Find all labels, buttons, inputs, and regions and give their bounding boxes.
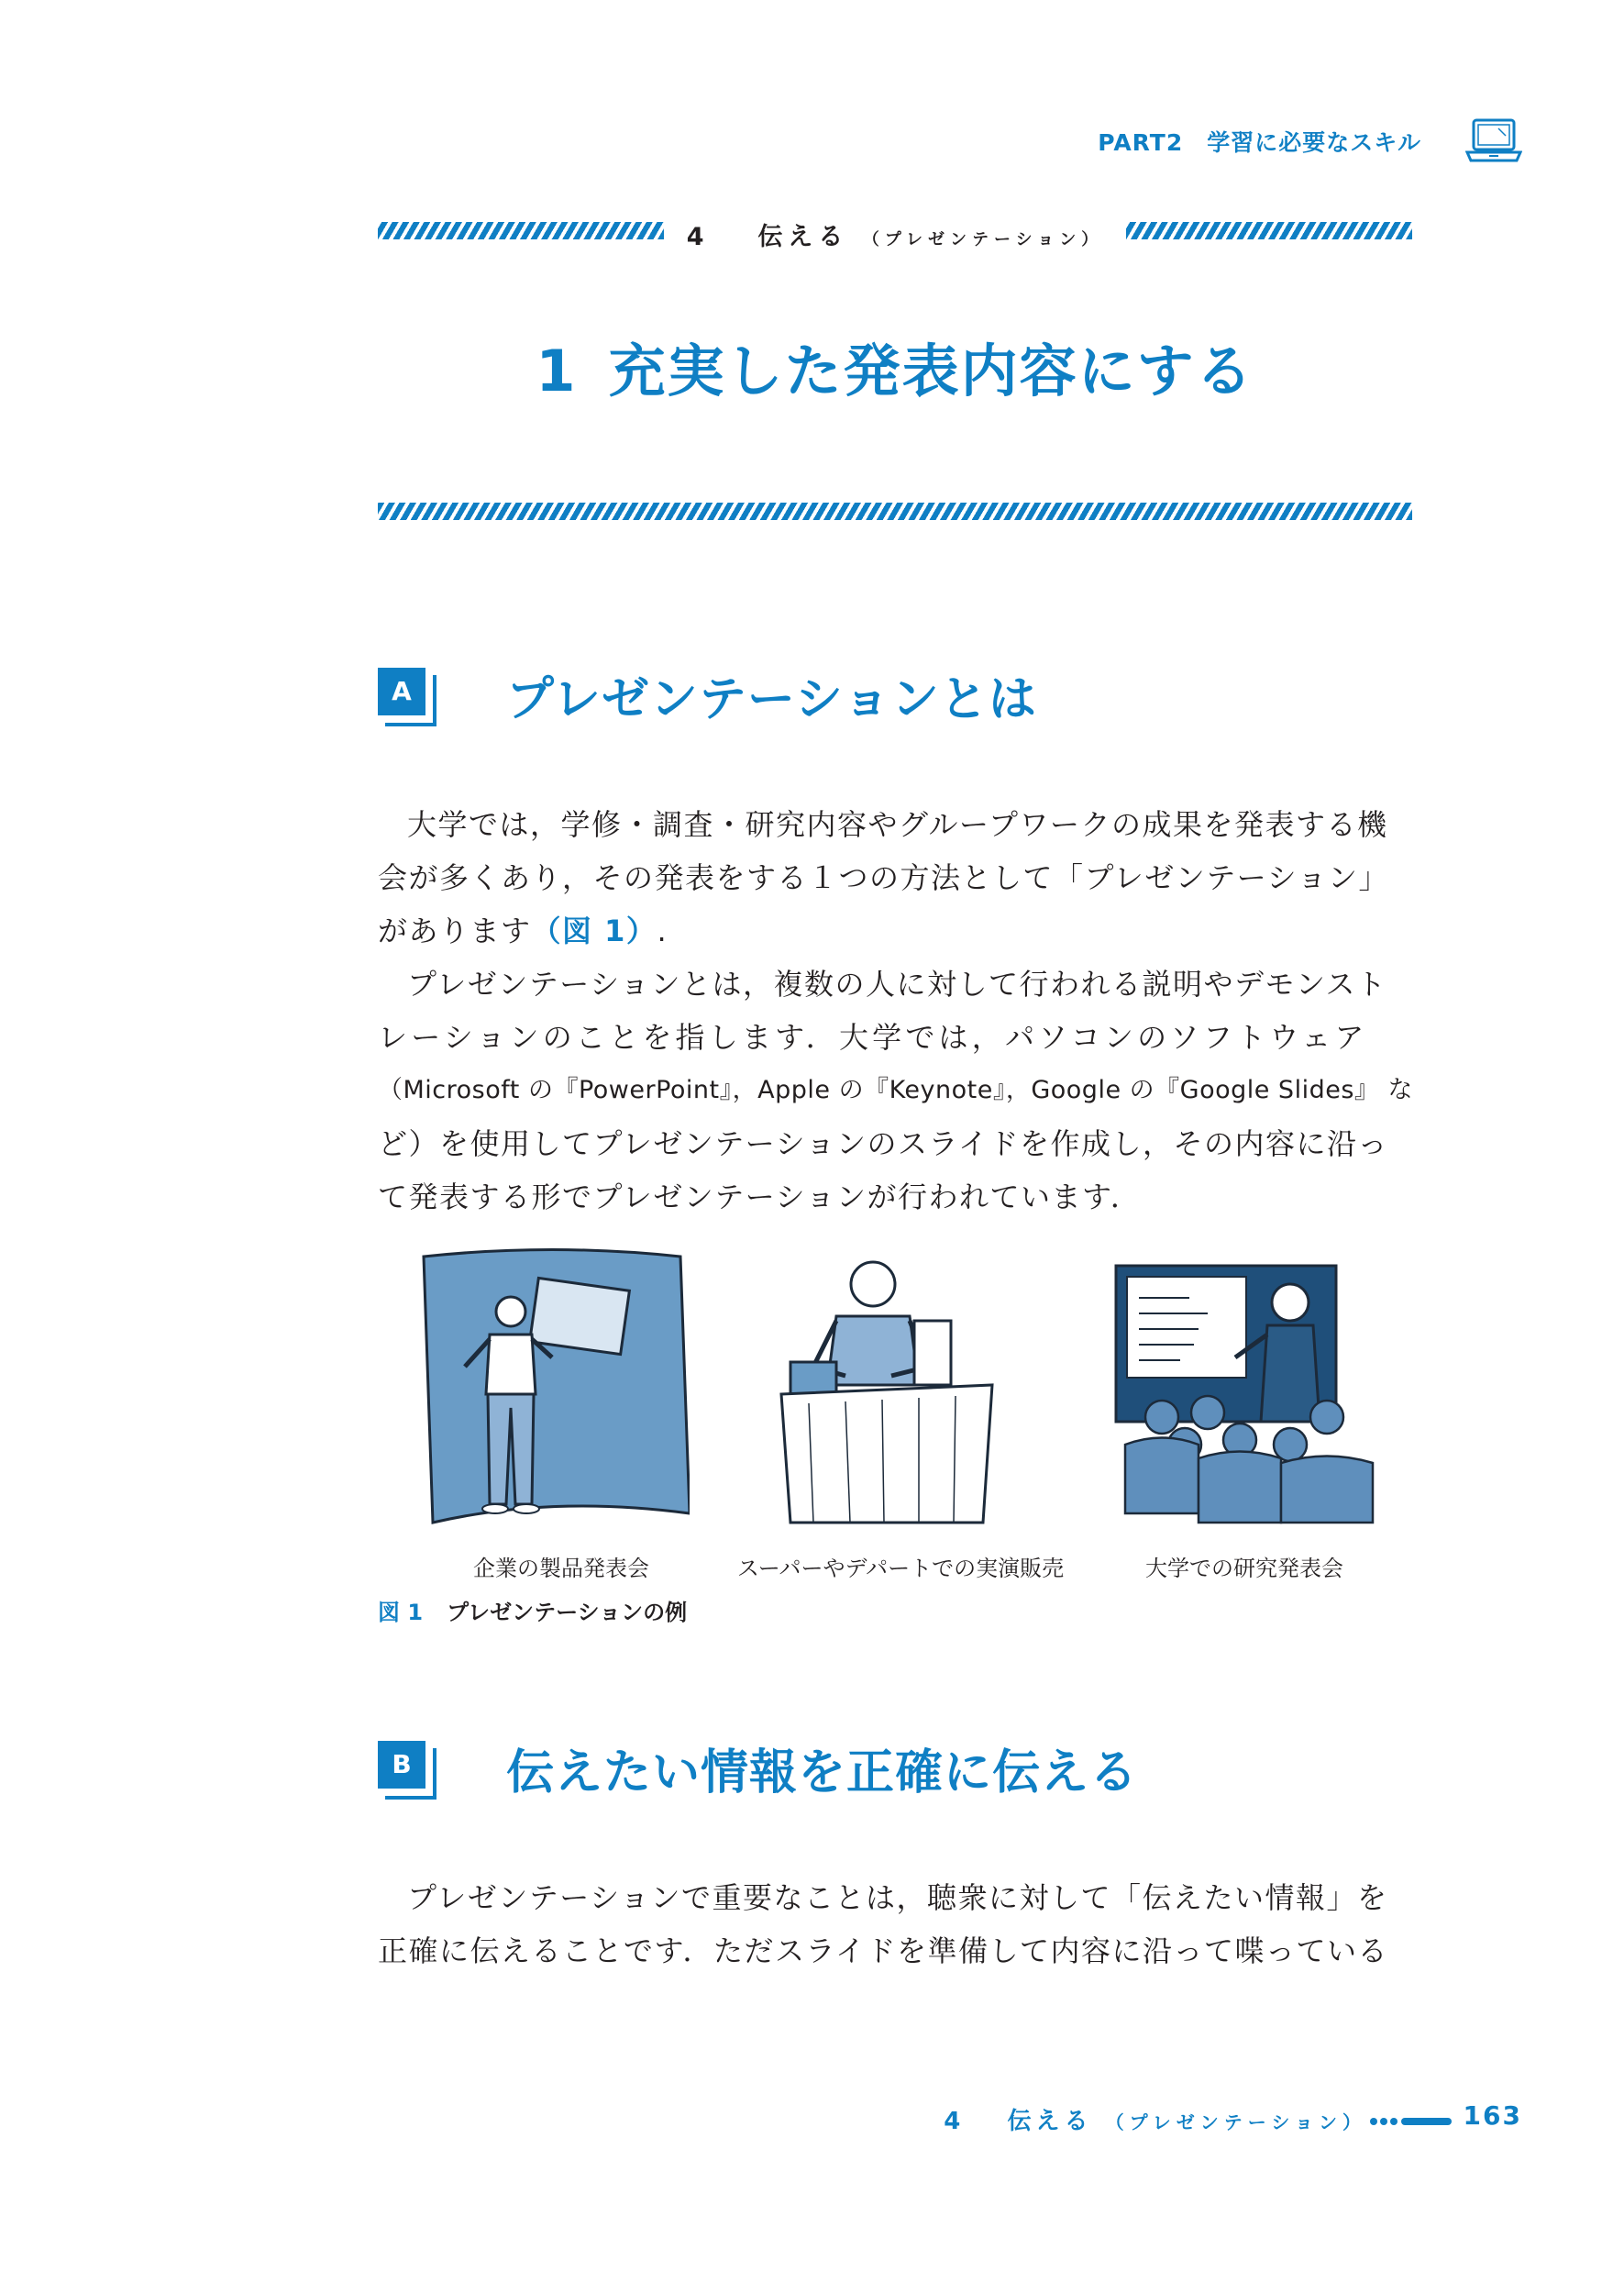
figure-reference: （図 1） xyxy=(531,914,657,948)
section-band-number: 4 xyxy=(686,223,710,251)
text-line: ど）を使用してプレゼンテーションのスライドを作成し，その内容に沿っ xyxy=(378,1126,1388,1161)
illustration-research-presentation xyxy=(1107,1247,1400,1545)
footer-number: 4 xyxy=(944,2108,966,2135)
text-line: レーションのことを指します．大学では，パソコンのソフトウェア xyxy=(378,1020,1368,1055)
chapter-divider xyxy=(378,503,1412,520)
section-a-body xyxy=(378,798,1412,1224)
laptop-icon xyxy=(1465,117,1522,167)
section-b-heading xyxy=(378,1741,1412,1814)
text-line: 大学では，学修・調査・研究内容やグループワークの成果を発表する機 xyxy=(407,807,1388,842)
figure-caption-2: スーパーやデパートでの実演販売 xyxy=(736,1556,1065,1581)
section-band xyxy=(378,213,1412,249)
figure-caption-3: 大学での研究発表会 xyxy=(1145,1556,1343,1581)
footer-subtitle: （プレゼンテーション） xyxy=(1105,2111,1366,2133)
section-band-title: 伝える xyxy=(757,223,849,251)
text-line xyxy=(378,904,1412,958)
text-line: （Microsoft の『PowerPoint』，Apple の『Keynote』，Google の『Google Slides』 な xyxy=(378,1076,1413,1104)
figure-title xyxy=(378,1594,687,1626)
text-line: 正確に伝えることです．ただスライドを準備して内容に沿って喋っている xyxy=(378,1933,1388,1968)
text-span: があります xyxy=(378,914,532,948)
section-b-body xyxy=(378,1871,1412,1977)
running-header xyxy=(1009,117,1531,172)
section-a-heading xyxy=(378,668,1412,741)
footer-section-label xyxy=(944,2102,1366,2136)
footer-dots-line xyxy=(1369,2113,1453,2131)
section-band-subtitle: （プレゼンテーション） xyxy=(862,230,1104,249)
text-span: . xyxy=(657,914,668,948)
text-line: 会が多くあり，その発表をする１つの方法として「プレゼンテーション」 xyxy=(378,860,1389,895)
text-line: て発表する形でプレゼンテーションが行われています． xyxy=(378,1180,1142,1214)
illustration-product-launch xyxy=(414,1247,690,1545)
section-a-badge: A xyxy=(378,668,425,715)
section-a-title: プレゼンテーションとは xyxy=(506,672,1037,727)
text-line: プレゼンテーションとは，複数の人に対して行われる説明やデモンスト xyxy=(407,967,1387,1002)
figure-title-text: プレゼンテーションの例 xyxy=(447,1600,688,1625)
section-b-badge: B xyxy=(378,1741,425,1789)
page-number: 163 xyxy=(1463,2100,1522,2131)
page-footer xyxy=(825,2100,1522,2137)
chapter-number: 1 xyxy=(536,338,578,404)
figure-1 xyxy=(378,1247,1412,1633)
section-b-title: 伝えたい情報を正確に伝える xyxy=(506,1745,1139,1800)
chapter-title xyxy=(378,326,1412,407)
figure-label: 図 1 xyxy=(378,1600,424,1625)
chapter-title-text: 充実した発表内容にする xyxy=(608,338,1254,404)
illustration-demo-sale xyxy=(772,1247,1011,1545)
footer-title: 伝える xyxy=(1007,2108,1093,2135)
running-header-title: PART2 学習に必要なスキル xyxy=(1098,129,1421,156)
text-line: プレゼンテーションで重要なことは，聴衆に対して「伝えたい情報」を xyxy=(407,1880,1388,1915)
figure-caption-1: 企業の製品発表会 xyxy=(473,1556,649,1581)
section-band-label xyxy=(378,216,1412,252)
